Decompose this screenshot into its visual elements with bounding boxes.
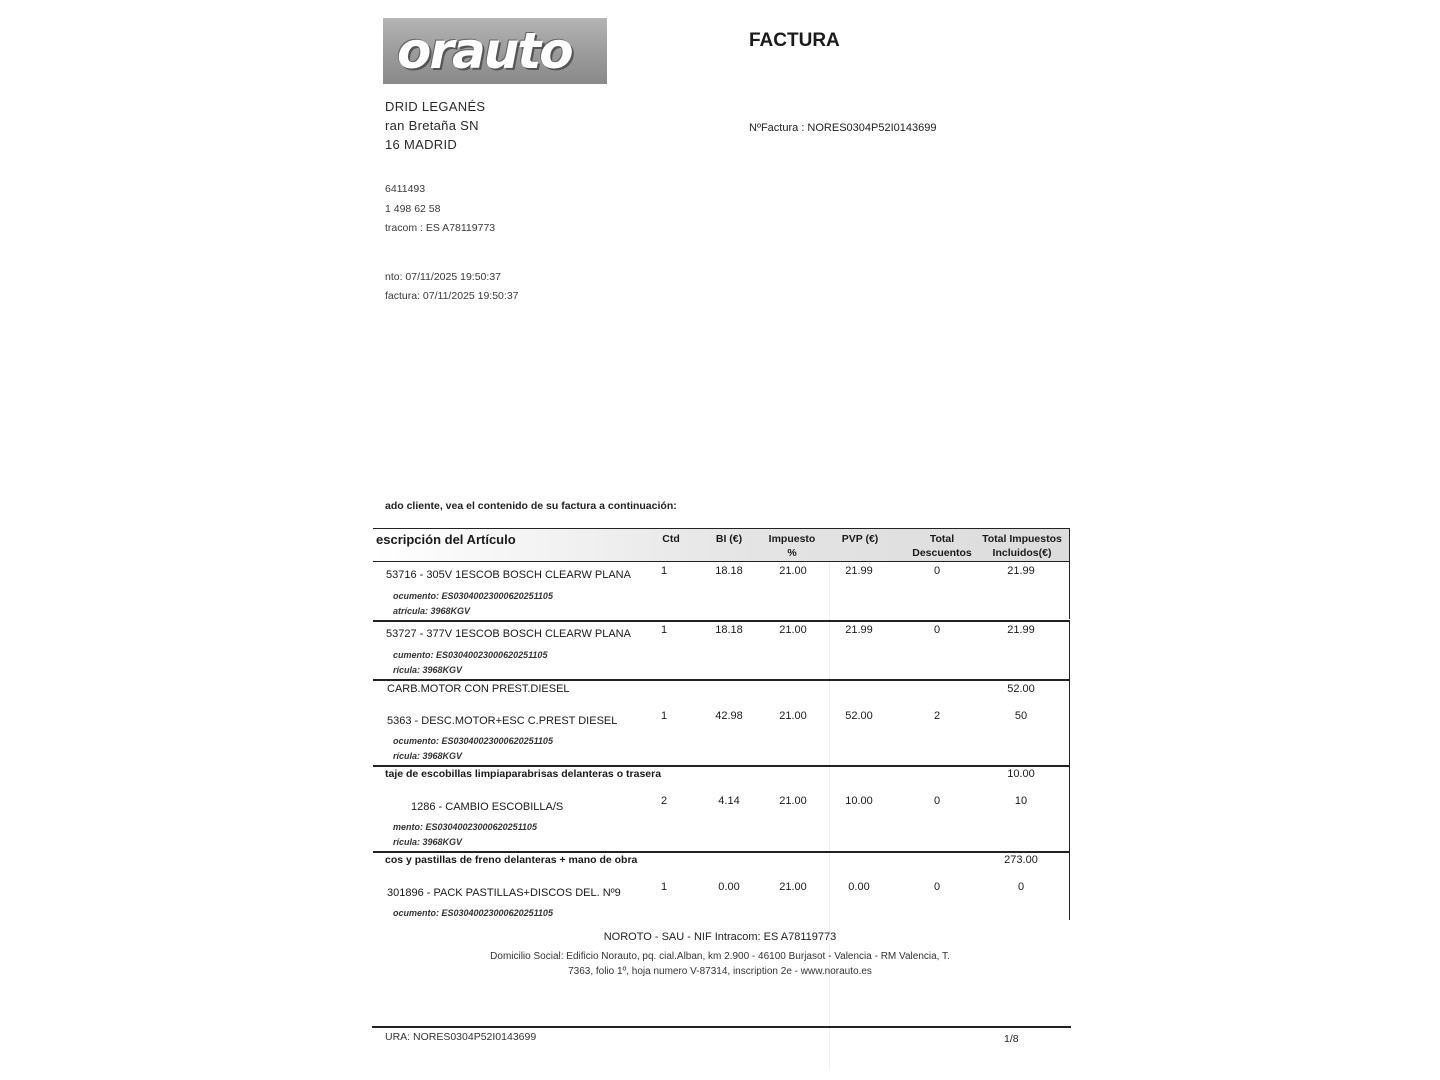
item-discount: 0 — [933, 624, 941, 636]
item-plate: atrícula: 3968KGV — [393, 606, 471, 616]
item-discount: 0 — [933, 795, 941, 807]
footer-invoice-ref: URA: NORES0304P52I0143699 — [385, 1031, 537, 1043]
col-pvp: PVP (€) — [841, 533, 879, 545]
item-discount: 0 — [933, 881, 941, 893]
col-quantity: Ctd — [662, 533, 680, 545]
col-discounts-line-2: Descuentos — [912, 547, 972, 559]
document-date: nto: 07/11/2025 19:50:37 — [385, 271, 501, 283]
item-total: 10 — [1014, 795, 1028, 807]
store-phone: 1 498 62 58 — [385, 203, 441, 215]
page-number: 1/8 — [1004, 1033, 1019, 1045]
logo-text: orauto — [397, 22, 572, 80]
item-quantity: 1 — [660, 881, 668, 893]
col-tax-line-1: Impuesto — [768, 533, 816, 545]
footer-address-line-1: Domicilio Social: Edificio Norauto, pq. cial.Alban, km 2.900 - 46100 Burjasot - Valencia - RM Valencia, T. — [490, 951, 950, 962]
item-plate: rícula: 3968KGV — [393, 665, 463, 675]
table-group-row — [373, 681, 1070, 765]
table-row — [373, 561, 1070, 619]
col-total — [977, 532, 1067, 560]
item-discount: 0 — [933, 565, 941, 577]
item-base: 18.18 — [715, 565, 743, 577]
item-tax: 21.00 — [779, 710, 807, 722]
item-tax: 21.00 — [779, 624, 807, 636]
item-plate: rícula: 3968KGV — [393, 751, 463, 761]
col-total-line-1: Total Impuestos — [982, 533, 1062, 545]
item-total: 0 — [1017, 881, 1025, 893]
item-pvp: 52.00 — [845, 710, 873, 722]
invoice-number: NºFactura : NORES0304P52I0143699 — [749, 122, 937, 134]
col-discounts-line-1: Total — [929, 533, 955, 545]
item-plate: rícula: 3968KGV — [393, 837, 463, 847]
item-tax: 21.00 — [779, 881, 807, 893]
item-tax: 21.00 — [779, 565, 807, 577]
group-title: cos y pastillas de freno delanteras + mano de obra — [385, 854, 638, 866]
col-total-line-2: Incluidos(€) — [992, 547, 1052, 559]
item-pvp: 10.00 — [845, 795, 873, 807]
group-title: taje de escobillas limpiaparabrisas delanteras o trasera — [385, 768, 662, 780]
item-quantity: 2 — [660, 795, 668, 807]
document-title: FACTURA — [749, 30, 840, 51]
group-total: 52.00 — [1007, 683, 1035, 695]
item-description: 53716 - 305V 1ESCOB BOSCH CLEARW PLANA — [386, 569, 631, 581]
store-id: 6411493 — [385, 183, 426, 195]
item-total: 50 — [1014, 710, 1028, 722]
item-document: ocumento: ES03040023000620251105 — [393, 736, 553, 746]
table-header — [373, 528, 1070, 562]
item-base: 4.14 — [718, 795, 740, 807]
item-pvp: 21.99 — [845, 624, 873, 636]
col-discounts — [903, 532, 981, 560]
col-tax-line-2: % — [787, 547, 797, 559]
col-tax — [757, 532, 827, 560]
item-document: cumento: ES03040023000620251105 — [393, 650, 548, 660]
group-total: 10.00 — [1007, 768, 1035, 780]
footer-company: NOROTO - SAU - NIF Intracom: ES A78119773 — [603, 931, 837, 943]
item-base: 0.00 — [718, 881, 740, 893]
item-total: 21.99 — [1007, 565, 1035, 577]
item-base: 42.98 — [715, 710, 743, 722]
item-pvp: 21.99 — [845, 565, 873, 577]
intro-text: ado cliente, vea el contenido de su factura a continuación: — [385, 500, 677, 512]
item-pvp: 0.00 — [848, 881, 870, 893]
store-address-line-1: DRID LEGANÉS — [385, 99, 486, 114]
item-base: 18.18 — [715, 624, 743, 636]
table-group-row — [373, 853, 1070, 920]
table-group-row — [373, 767, 1070, 851]
item-document: mento: ES03040023000620251105 — [393, 822, 537, 832]
item-quantity: 1 — [660, 565, 668, 577]
store-vat: tracom : ES A78119773 — [385, 222, 496, 234]
item-description: 53727 - 377V 1ESCOB BOSCH CLEARW PLANA — [386, 628, 631, 640]
item-description: 1286 - CAMBIO ESCOBILLA/S — [411, 801, 564, 813]
item-discount: 2 — [933, 710, 941, 722]
col-base: BI (€) — [715, 533, 743, 545]
item-tax: 21.00 — [779, 795, 807, 807]
item-quantity: 1 — [660, 710, 668, 722]
table-row — [373, 621, 1070, 679]
invoice-date: factura: 07/11/2025 19:50:37 — [385, 290, 519, 302]
col-description: escripción del Artículo — [376, 532, 516, 547]
item-description: 301896 - PACK PASTILLAS+DISCOS DEL. Nº9 — [387, 887, 621, 899]
store-address-line-3: 16 MADRID — [385, 137, 458, 152]
item-document: ocumento: ES03040023000620251105 — [393, 908, 553, 918]
group-total: 273.00 — [1004, 854, 1038, 866]
store-address-line-2: ran Bretaña SN — [385, 118, 479, 133]
footer-divider — [372, 1026, 1071, 1028]
item-document: ocumento: ES03040023000620251105 — [393, 591, 553, 601]
footer-address-line-2: 7363, folio 1º, hoja numero V-87314, inscription 2e - www.norauto.es — [568, 966, 872, 977]
item-total: 21.99 — [1007, 624, 1035, 636]
item-description: 5363 - DESC.MOTOR+ESC C.PREST DIESEL — [387, 715, 618, 727]
group-title: CARB.MOTOR CON PREST.DIESEL — [387, 683, 570, 695]
item-quantity: 1 — [660, 624, 668, 636]
norauto-logo — [383, 18, 607, 84]
